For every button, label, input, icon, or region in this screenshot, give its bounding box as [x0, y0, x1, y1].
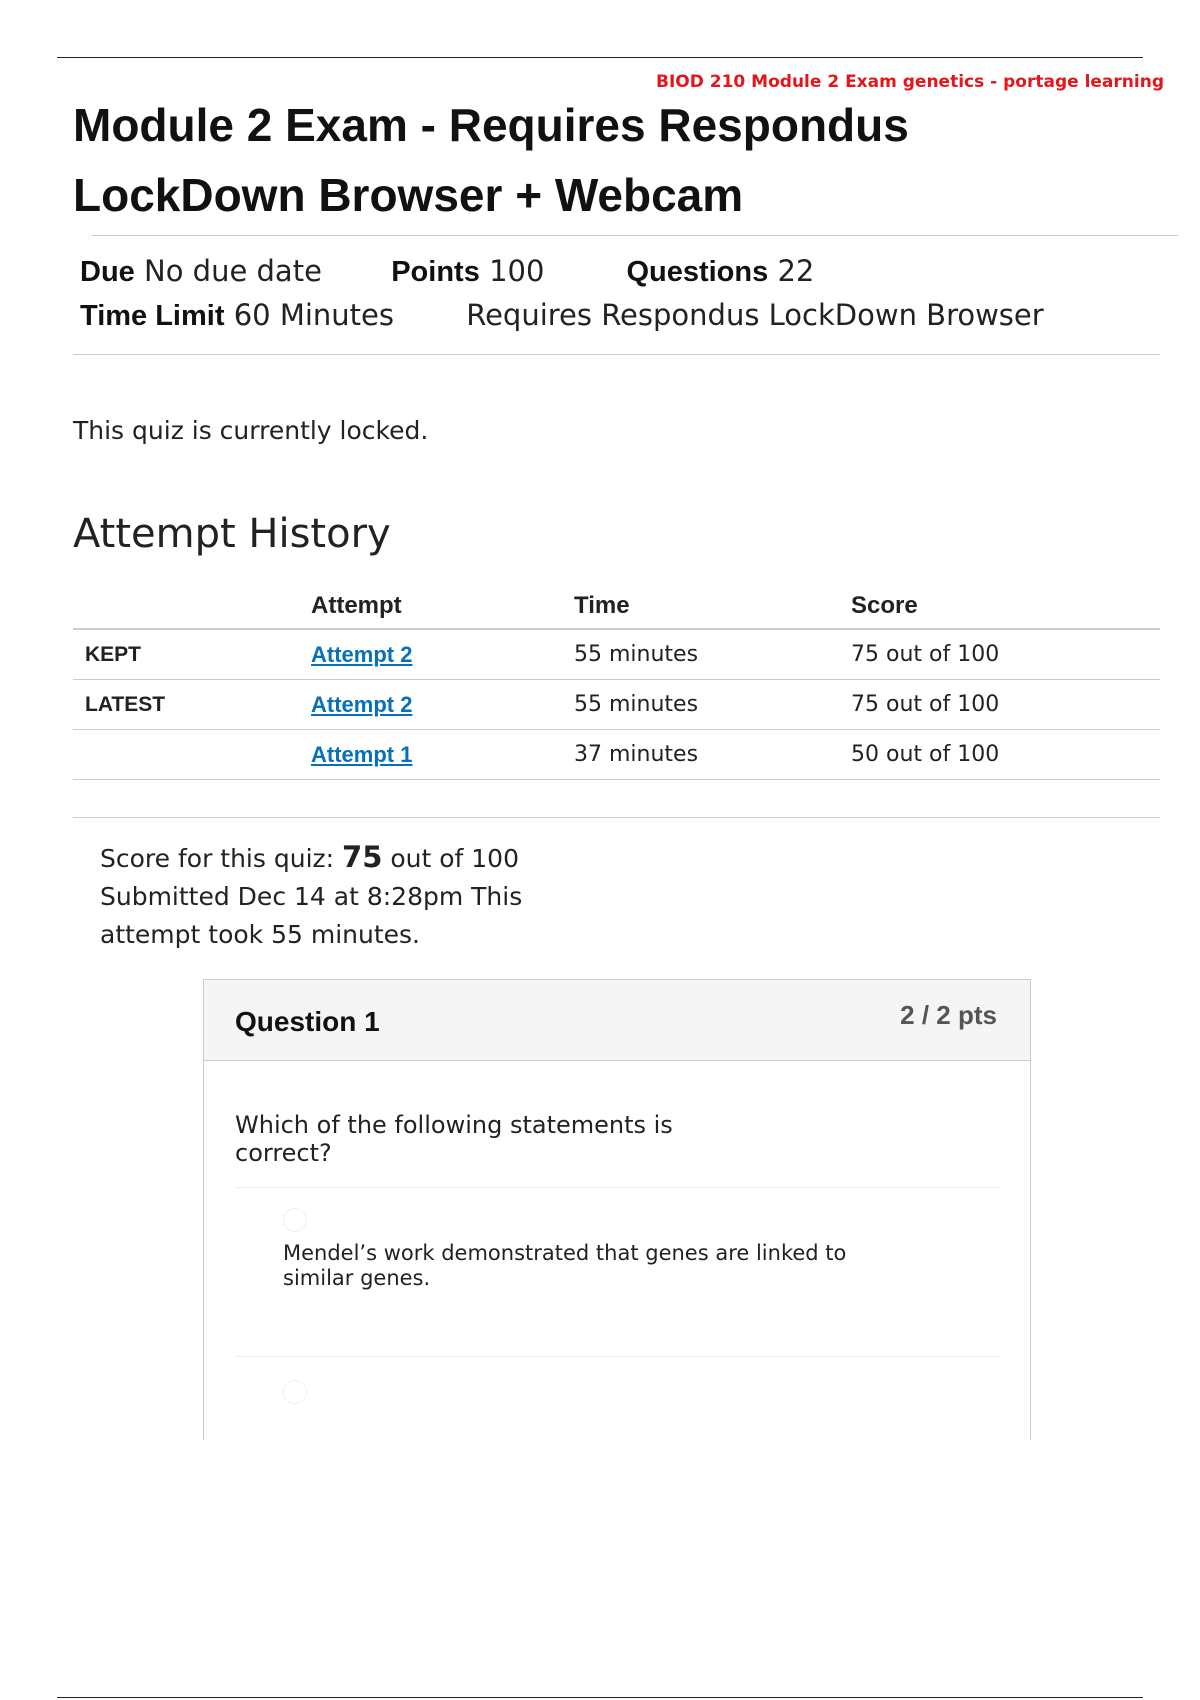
attempt-history-heading: Attempt History — [73, 511, 391, 557]
table-row — [73, 730, 1160, 780]
attempt-score: 75 out of 100 — [851, 629, 1160, 680]
meta-divider — [73, 354, 1160, 355]
score-label: Score for this quiz: — [100, 844, 335, 873]
column-header-tag — [73, 584, 311, 629]
due-label: Due — [80, 256, 135, 288]
answer-radio[interactable] — [283, 1380, 307, 1404]
page-title: Module 2 Exam - Requires Respondus LockDown Browser + Webcam — [73, 99, 909, 221]
answer-radio[interactable] — [283, 1208, 307, 1232]
points-info — [391, 254, 617, 289]
question-title: Question 1 — [235, 1006, 380, 1037]
score-value: 75 — [342, 840, 383, 874]
attempt-cell — [311, 730, 574, 780]
due-value: No due date — [144, 254, 322, 288]
quiz-meta-row-2 — [80, 298, 1044, 333]
questions-info — [626, 254, 814, 289]
score-summary — [100, 838, 580, 954]
points-value: 100 — [489, 254, 545, 288]
time-limit-info — [80, 298, 457, 333]
locked-message: This quiz is currently locked. — [73, 416, 429, 445]
column-header-time: Time — [574, 584, 851, 629]
score-divider — [73, 817, 1160, 818]
attempt-history-table — [73, 584, 1160, 780]
document-header: BIOD 210 Module 2 Exam genetics - portage learning — [656, 72, 1164, 92]
attempt-score: 50 out of 100 — [851, 730, 1160, 780]
question-header — [204, 980, 1030, 1061]
quiz-meta-row-1 — [80, 254, 814, 289]
attempt-time: 37 minutes — [574, 730, 851, 780]
time-limit-label: Time Limit — [80, 300, 225, 332]
attempt-cell — [311, 629, 574, 680]
bottom-rule — [57, 1697, 1143, 1698]
attempt-cell — [311, 680, 574, 730]
time-limit-value: 60 Minutes — [233, 298, 394, 332]
column-header-score: Score — [851, 584, 1160, 629]
question-points: 2 / 2 pts — [900, 1000, 997, 1030]
answer-divider — [235, 1356, 1000, 1357]
attempt-link[interactable]: Attempt 1 — [311, 741, 413, 767]
due-date-info — [80, 254, 382, 289]
answer-option-text: Mendel’s work demonstrated that genes are linked to similar genes. — [283, 1241, 847, 1290]
title-divider — [92, 235, 1178, 236]
attempt-tag — [73, 730, 311, 780]
answer-divider — [235, 1187, 1000, 1188]
table-header-row — [73, 584, 1160, 629]
attempt-score: 75 out of 100 — [851, 680, 1160, 730]
column-header-attempt: Attempt — [311, 584, 574, 629]
attempt-tag: KEPT — [73, 629, 311, 680]
submission-info: Submitted Dec 14 at 8:28pm This attempt took 55 minutes. — [100, 882, 523, 949]
attempt-tag: LATEST — [73, 680, 311, 730]
table-row — [73, 680, 1160, 730]
question-text: Which of the following statements is correct? — [235, 1111, 673, 1167]
points-label: Points — [391, 256, 480, 288]
questions-label: Questions — [626, 256, 769, 288]
questions-value: 22 — [777, 254, 815, 288]
attempt-link[interactable]: Attempt 2 — [311, 691, 413, 717]
lockdown-note: Requires Respondus LockDown Browser — [466, 298, 1044, 332]
top-rule — [57, 57, 1143, 58]
score-out-of: out of 100 — [390, 844, 519, 873]
table-row — [73, 629, 1160, 680]
attempt-link[interactable]: Attempt 2 — [311, 641, 413, 667]
attempt-time: 55 minutes — [574, 629, 851, 680]
attempt-time: 55 minutes — [574, 680, 851, 730]
question-card — [203, 979, 1031, 1440]
